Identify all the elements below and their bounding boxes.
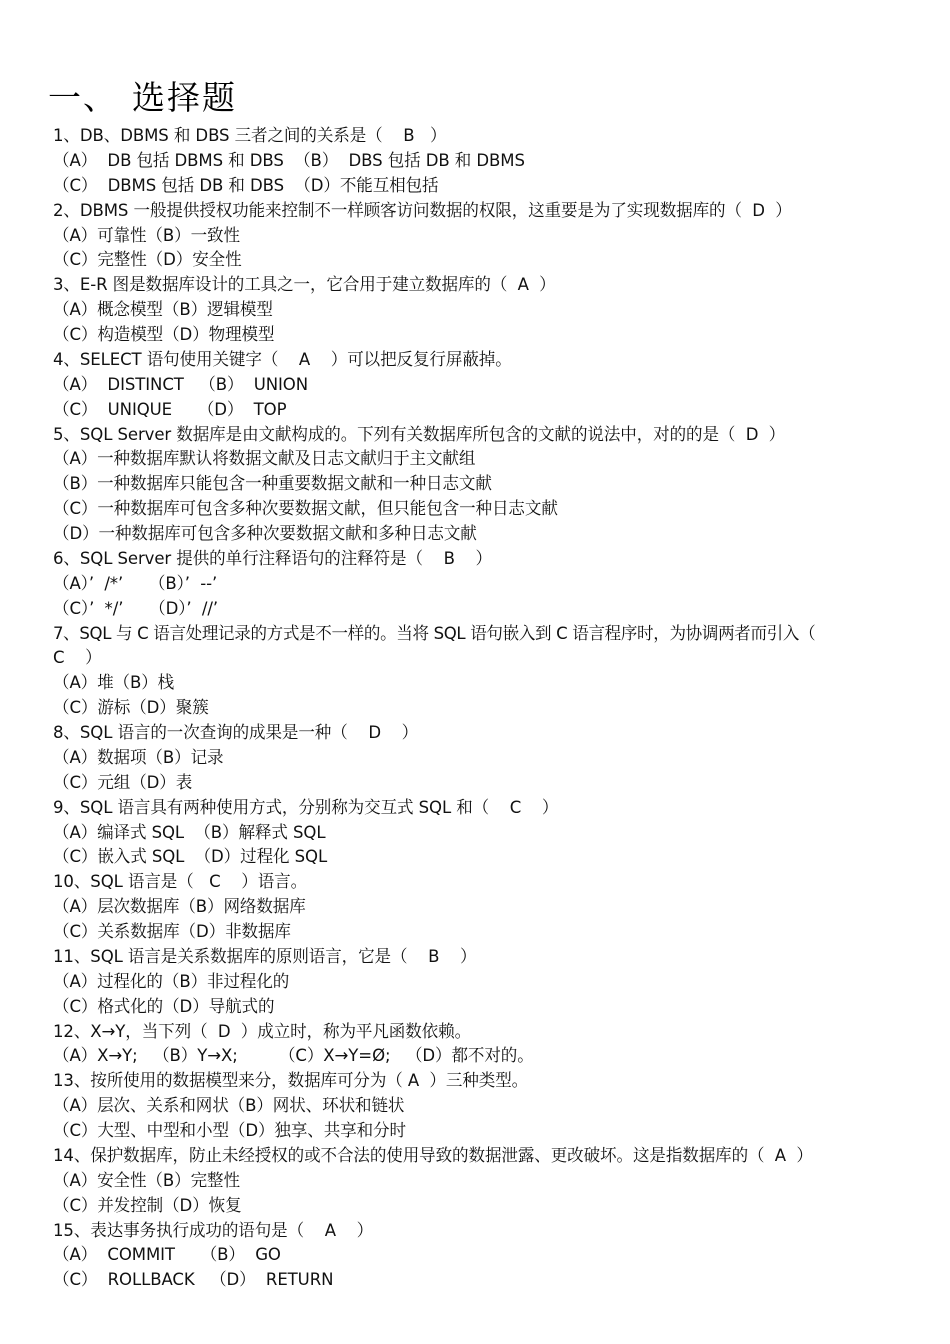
question-8-option-cd: （C）元组（D）表 [53, 772, 193, 793]
question-2-option-cd: （C）完整性（D）安全性 [53, 250, 242, 271]
question-14-option-ab: （A）安全性（B）完整性 [53, 1170, 240, 1191]
question-1-option-cd: （C） DBMS 包括 DB 和 DBS （D）不能互相包括 [53, 175, 439, 196]
question-5-option-b: （B）一种数据库只能包含一种重要数据文献和一种日志文献 [53, 474, 492, 495]
question-13: 13、按所使用的数据模型来分，数据库可分为（ A ）三种类型。 [53, 1071, 529, 1092]
question-4-option-cd: （C） UNIQUE （D） TOP [53, 399, 287, 420]
question-2: 2、DBMS 一般提供授权功能来控制不一样顾客访问数据的权限，这重要是为了实现数据库的（ D ） [53, 200, 792, 221]
question-10: 10、SQL 语言是（ C ）语言。 [53, 872, 308, 893]
question-6: 6、SQL Server 提供的单行注释语句的注释符是（ B ） [53, 548, 492, 569]
question-12: 12、X→Y，当下列（ D ）成立时，称为平凡函数依赖。 [53, 1021, 472, 1042]
question-11: 11、SQL 语言是关系数据库的原则语言，它是（ B ） [53, 946, 477, 967]
question-3-option-cd: （C）构造模型（D）物理模型 [53, 325, 275, 345]
question-15: 15、表达事务执行成功的语句是（ A ） [53, 1220, 374, 1241]
question-10-option-ab: （A）层次数据库（B）网络数据库 [53, 897, 306, 918]
question-9: 9、SQL 语言具有两种使用方式，分别称为交互式 SQL 和（ C ） [53, 797, 559, 818]
question-1-option-ab: （A） DB 包括 DBMS 和 DBS （B） DBS 包括 DB 和 DBMS [53, 150, 525, 171]
question-11-option-ab: （A）过程化的（B）非过程化的 [53, 971, 290, 992]
section-heading [48, 76, 237, 120]
section-title: 选择题 [132, 78, 237, 117]
question-8: 8、SQL 语言的一次查询的成果是一种（ D ） [53, 723, 419, 743]
question-3: 3、E-R 图是数据库设计的工具之一，它合用于建立数据库的（ A ） [53, 275, 556, 296]
question-9-option-cd: （C）嵌入式 SQL （D）过程化 SQL [53, 847, 328, 868]
question-7-continued: C ） [53, 648, 102, 669]
question-15-option-cd: （C） ROLLBACK （D） RETURN [53, 1270, 334, 1291]
question-15-option-ab: （A） COMMIT （B） GO [53, 1245, 281, 1266]
section-number: 一、 [48, 78, 118, 117]
question-4-option-ab: （A） DISTINCT （B） UNION [53, 374, 308, 395]
question-7: 7、SQL 与 C 语言处理记录的方式是不一样的。当将 SQL 语句嵌入到 C 语言程序时，为协调两者而引入（ [53, 623, 816, 644]
question-13-option-ab: （A）层次、关系和网状（B）网状、环状和链状 [53, 1096, 405, 1117]
question-5-option-c: （C）一种数据库可包含多种次要数据文献，但只能包含一种日志文献 [53, 499, 558, 520]
question-5-option-a: （A）一种数据库默认将数据文献及日志文献归于主文献组 [53, 449, 476, 470]
question-2-option-ab: （A）可靠性（B）一致性 [53, 225, 240, 246]
question-list [53, 124, 913, 1293]
question-3-option-ab: （A）概念模型（B）逻辑模型 [53, 300, 273, 321]
question-9-option-ab: （A）编译式 SQL （B）解释式 SQL [53, 822, 326, 843]
question-14: 14、保护数据库，防止未经授权的或不合法的使用导致的数据泄露、更改破坏。这是指数据库的（ A ） [53, 1145, 813, 1166]
question-6-option-ab: （A）’ /*’ （B）’ --’ [53, 573, 218, 594]
question-12-options: （A）X→Y; （B）Y→X; （C）X→Y=Ø; （D）都不对的。 [53, 1046, 534, 1067]
question-8-option-ab: （A）数据项（B）记录 [53, 747, 224, 768]
question-11-option-cd: （C）格式化的（D）导航式的 [53, 996, 275, 1017]
question-10-option-cd: （C）关系数据库（D）非数据库 [53, 922, 291, 942]
question-1: 1、DB、DBMS 和 DBS 三者之间的关系是（ B ） [53, 126, 447, 146]
question-14-option-cd: （C）并发控制（D）恢复 [53, 1195, 242, 1216]
question-5-option-d: （D）一种数据库可包含多种次要数据文献和多种日志文献 [53, 524, 477, 544]
question-5: 5、SQL Server 数据库是由文献构成的。下列有关数据库所包含的文献的说法中，对的的是（ D ） [53, 424, 786, 445]
question-7-option-cd: （C）游标（D）聚簇 [53, 698, 209, 719]
question-6-option-cd: （C）’ */’ （D）’ //’ [53, 598, 219, 619]
question-4: 4、SELECT 语句使用关键字（ A ）可以把反复行屏蔽掉。 [53, 349, 512, 370]
question-7-option-ab: （A）堆（B）栈 [53, 673, 175, 694]
question-13-option-cd: （C）大型、中型和小型（D）独享、共享和分时 [53, 1121, 406, 1141]
